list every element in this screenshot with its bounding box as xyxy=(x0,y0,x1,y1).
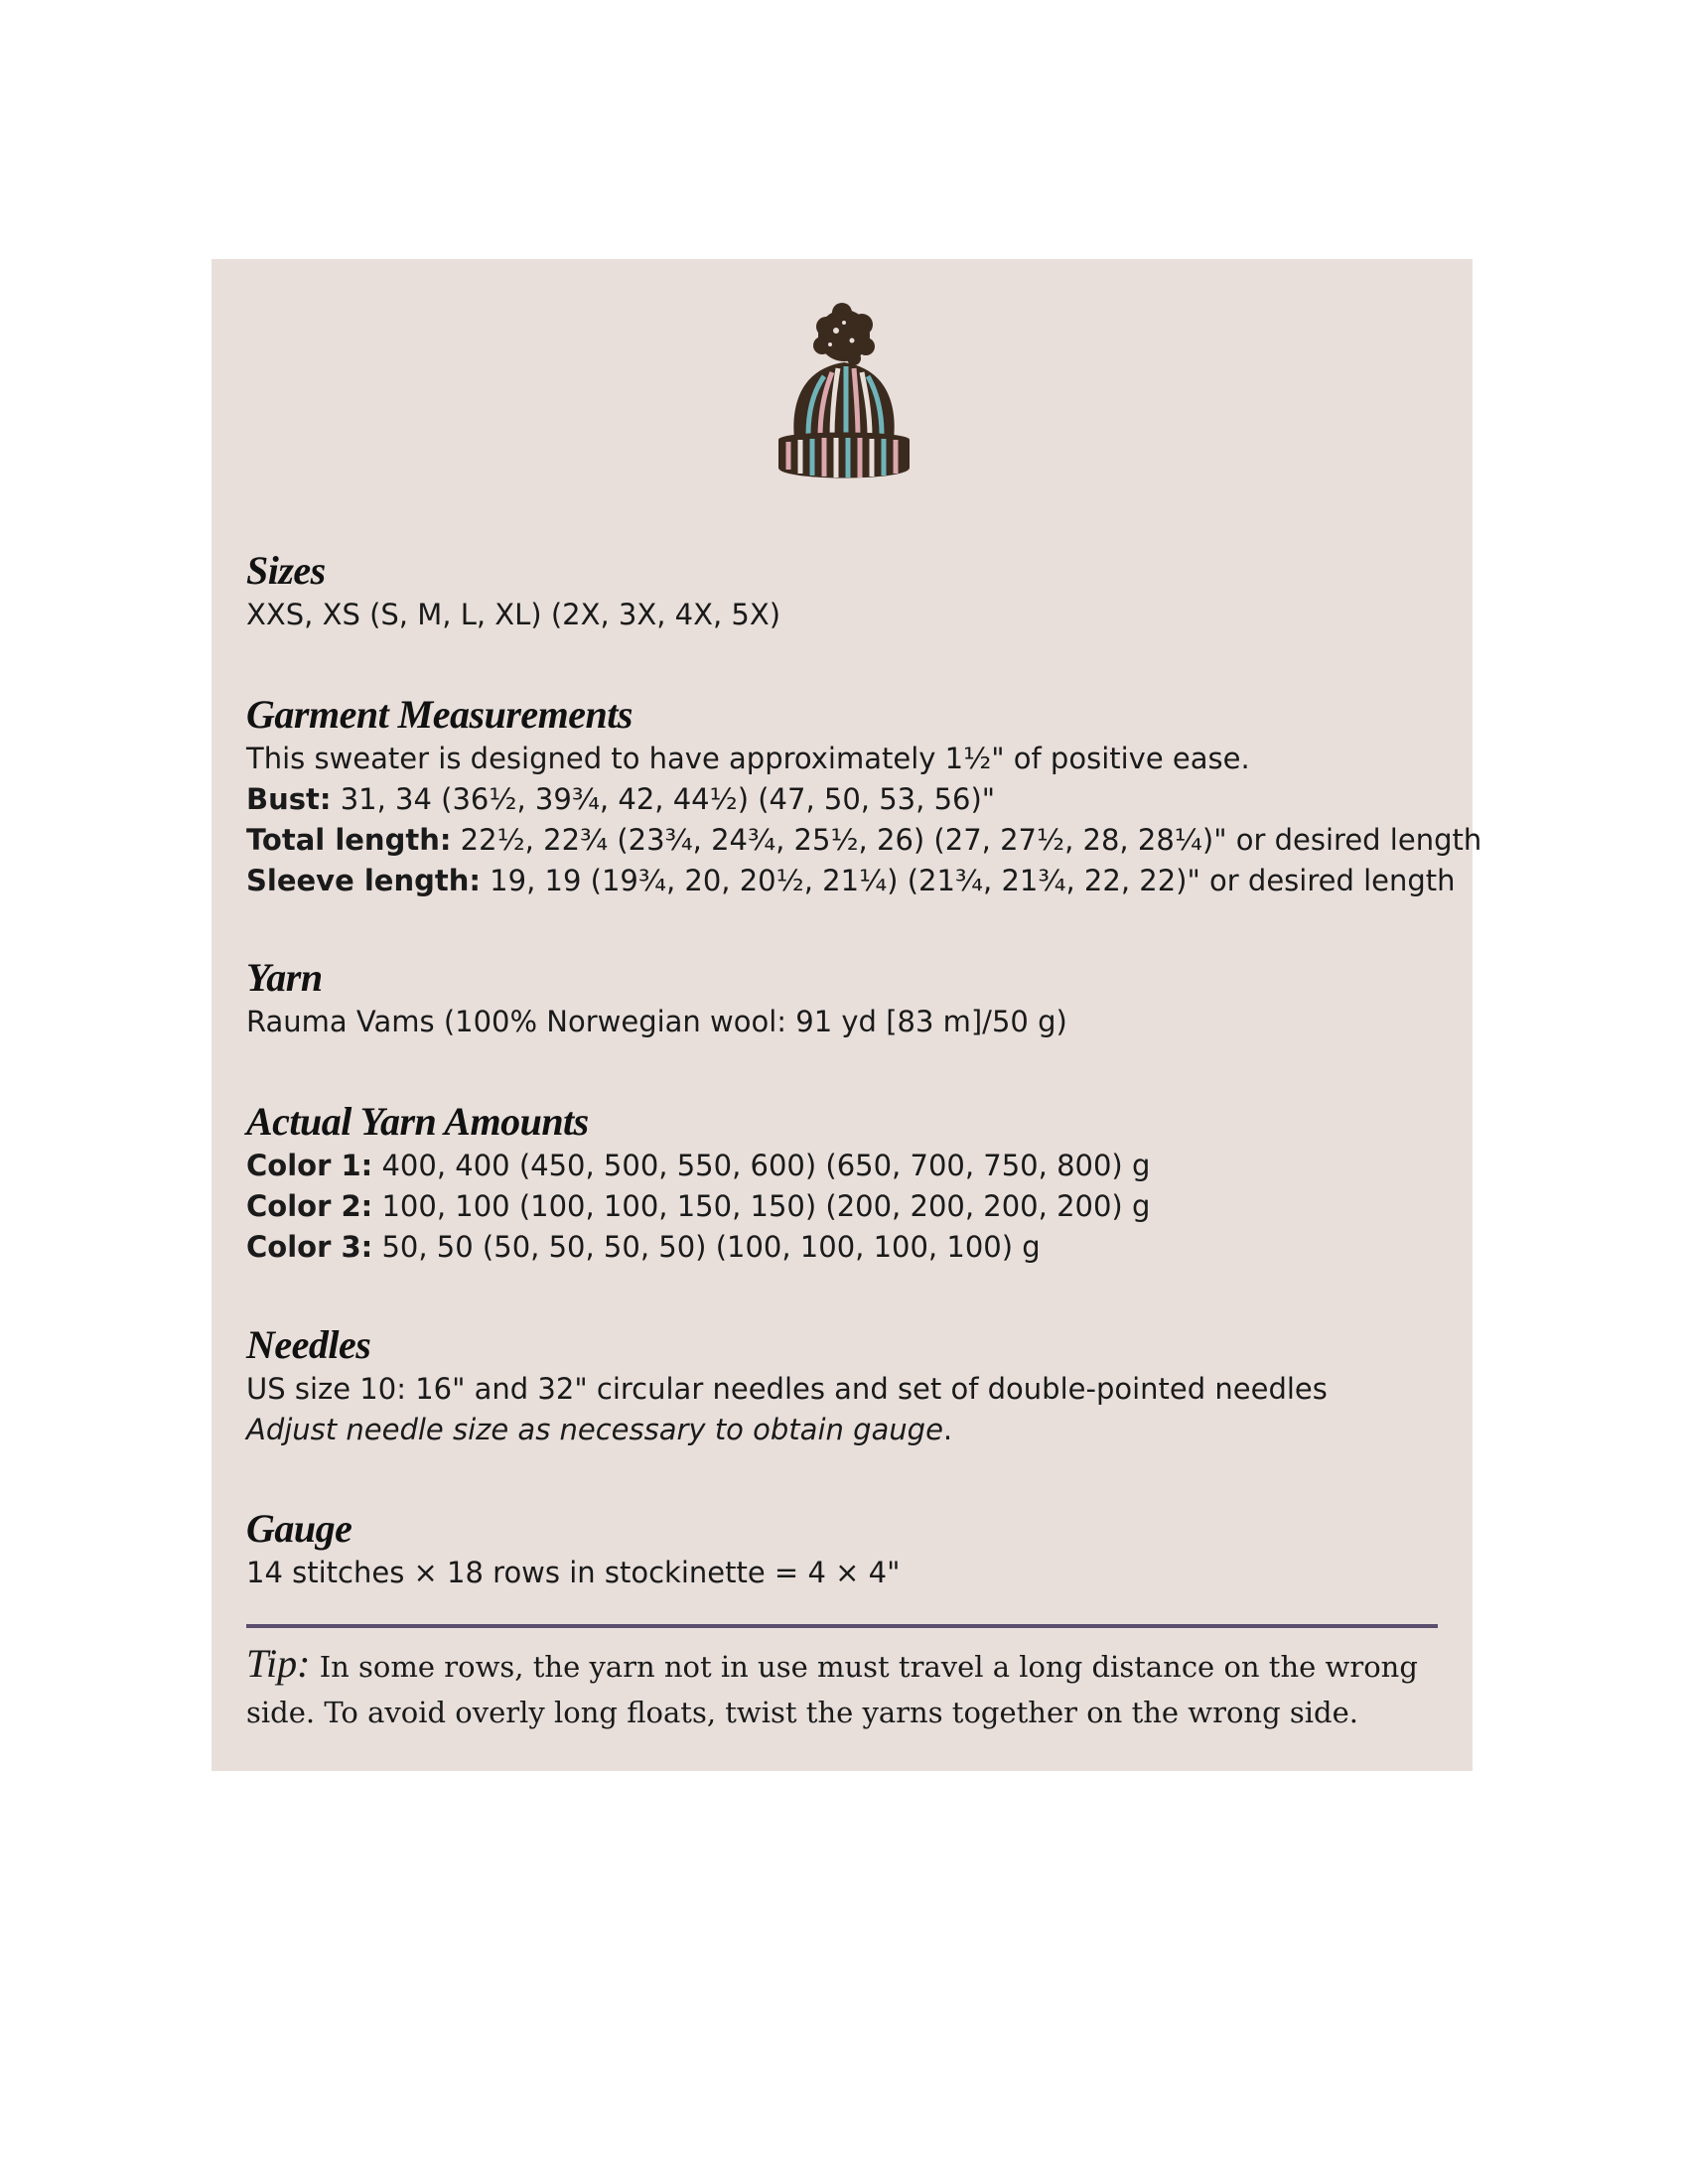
color-2-label: Color 2: xyxy=(246,1189,373,1223)
pom-pom xyxy=(813,303,875,365)
gauge-heading: Gauge xyxy=(246,1506,352,1551)
garment-intro: This sweater is designed to have approximately 1½" of positive ease. xyxy=(246,742,1250,775)
bust-label: Bust: xyxy=(246,782,332,816)
total-length-value: 22½, 22¾ (23¾, 24¾, 25½, 26) (27, 27½, 28, 28¼)" or desired length xyxy=(460,823,1482,857)
color-3-value: 50, 50 (50, 50, 50, 50) (100, 100, 100, 100) g xyxy=(381,1230,1041,1264)
yarn-text: Rauma Vams (100% Norwegian wool: 91 yd [83 m]/50 g) xyxy=(246,1005,1067,1038)
pom-pom-hat-icon xyxy=(765,301,923,489)
info-panel xyxy=(211,259,1482,1771)
color-2-row xyxy=(246,1186,1458,1227)
sizes-section xyxy=(246,547,1458,635)
tip-box xyxy=(246,1641,1448,1735)
sleeve-length-value: 19, 19 (19¾, 20, 20½, 21¼) (21¾, 21¾, 22, 22)" or desired length xyxy=(490,864,1456,897)
needles-section xyxy=(246,1321,1458,1450)
total-length-row xyxy=(246,820,1482,861)
color-1-row xyxy=(246,1146,1458,1186)
yarn-amounts-section xyxy=(246,1098,1458,1268)
needles-heading: Needles xyxy=(246,1322,371,1367)
sizes-text: XXS, XS (S, M, L, XL) (2X, 3X, 4X, 5X) xyxy=(246,598,781,631)
bust-value: 31, 34 (36½, 39¾, 42, 44½) (47, 50, 53, 56)" xyxy=(340,782,996,816)
color-3-label: Color 3: xyxy=(246,1230,373,1264)
tip-text: In some rows, the yarn not in use must travel a long distance on the wrong side. To avoid overly long floats, twist the yarns together on the wrong side. xyxy=(246,1650,1418,1729)
needles-note-row xyxy=(246,1410,1458,1450)
color-3-row xyxy=(246,1227,1458,1268)
garment-measurements-heading: Garment Measurements xyxy=(246,692,633,737)
tip-label: Tip: xyxy=(246,1641,311,1686)
yarn-heading: Yarn xyxy=(246,955,323,1000)
color-1-label: Color 1: xyxy=(246,1149,373,1182)
needles-note: Adjust needle size as necessary to obtain gauge xyxy=(246,1413,943,1446)
garment-measurements-section xyxy=(246,691,1482,901)
sizes-heading: Sizes xyxy=(246,548,326,593)
needles-text: US size 10: 16" and 32" circular needles and set of double-pointed needles xyxy=(246,1372,1328,1406)
bust-row xyxy=(246,779,1458,820)
sleeve-length-label: Sleeve length: xyxy=(246,864,481,897)
yarn-section xyxy=(246,954,1458,1042)
color-1-value: 400, 400 (450, 500, 550, 600) (650, 700, 750, 800) g xyxy=(381,1149,1151,1182)
color-2-value: 100, 100 (100, 100, 150, 150) (200, 200, 200, 200) g xyxy=(381,1189,1151,1223)
total-length-label: Total length: xyxy=(246,823,452,857)
gauge-text: 14 stitches × 18 rows in stockinette = 4 × 4" xyxy=(246,1556,901,1589)
tip-divider xyxy=(246,1624,1438,1628)
needles-note-period: . xyxy=(942,1413,953,1446)
yarn-amounts-heading: Actual Yarn Amounts xyxy=(246,1099,589,1144)
sleeve-length-row xyxy=(246,861,1458,901)
gauge-section xyxy=(246,1505,1458,1593)
